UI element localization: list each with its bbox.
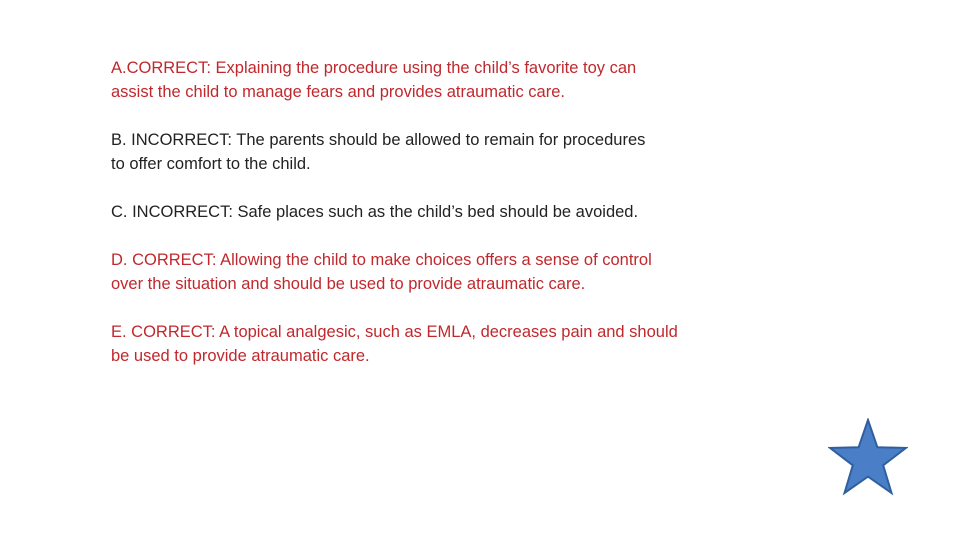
answer-d: D. CORRECT: Allowing the child to make choices offers a sense of control over the situation and should be used to provide atraumatic care. — [111, 251, 652, 293]
answer-list — [111, 56, 731, 392]
star-icon — [828, 418, 908, 496]
star-button[interactable] — [828, 418, 908, 496]
answer-e: E. CORRECT: A topical analgesic, such as EMLA, decreases pain and should be used to provide atraumatic care. — [111, 323, 678, 365]
answer-a: A.CORRECT: Explaining the procedure using the child’s favorite toy can assist the child to manage fears and provides atraumatic care. — [111, 59, 637, 101]
answer-b: B. INCORRECT: The parents should be allowed to remain for procedures to offer comfort to the child. — [111, 131, 646, 173]
answer-c: C. INCORRECT: Safe places such as the child’s bed should be avoided. — [111, 203, 639, 221]
